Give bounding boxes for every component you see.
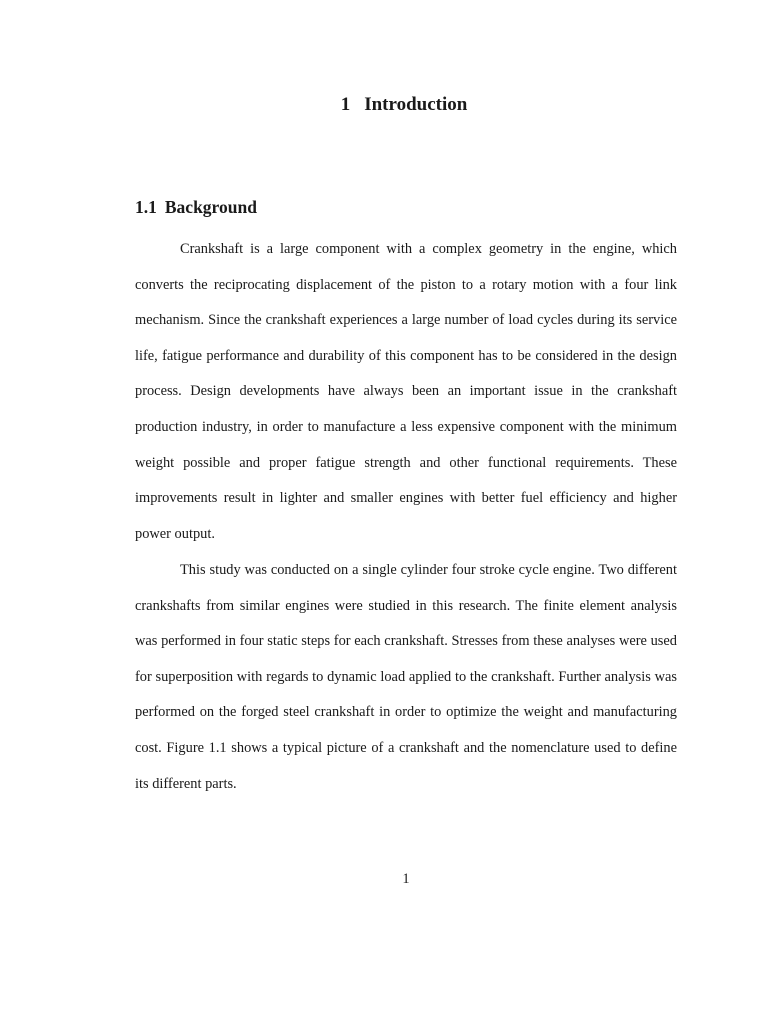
body-paragraph-1: Crankshaft is a large component with a complex geometry in the engine, which converts the reciprocating displacement of the piston to a rotary motion with a four link mechanism. Since the crankshaft experiences a large number of load cycles during its service life, fatigue performance and durability of this component has to be considered in the design process. Design developments have always been an important issue in the crankshaft production industry, in order to manufacture a less expensive component with the minimum weight possible and proper fatigue strength and other functional requirements. These improvements result in lighter and smaller engines with better fuel efficiency and higher power output. <box>135 241 677 542</box>
chapter-number: 1 <box>340 94 351 115</box>
section-number: 1.1 <box>135 197 157 217</box>
section-heading <box>135 195 257 219</box>
section-title: Background <box>164 197 257 217</box>
chapter-title: Introduction <box>364 94 468 115</box>
page-number: 1 <box>402 871 410 887</box>
chapter-heading <box>0 92 768 118</box>
body-paragraph-2: This study was conducted on a single cylinder four stroke cycle engine. Two different crankshafts from similar engines were studied in this research. The finite element analysis was performed in four static steps for each crankshaft. Stresses from these analyses were used for superposition with regards to dynamic load applied to the crankshaft. Further analysis was performed on the forged steel crankshaft in order to optimize the weight and manufacturing cost. Figure 1.1 shows a typical picture of a crankshaft and the nomenclature used to define its different parts. <box>135 562 677 792</box>
